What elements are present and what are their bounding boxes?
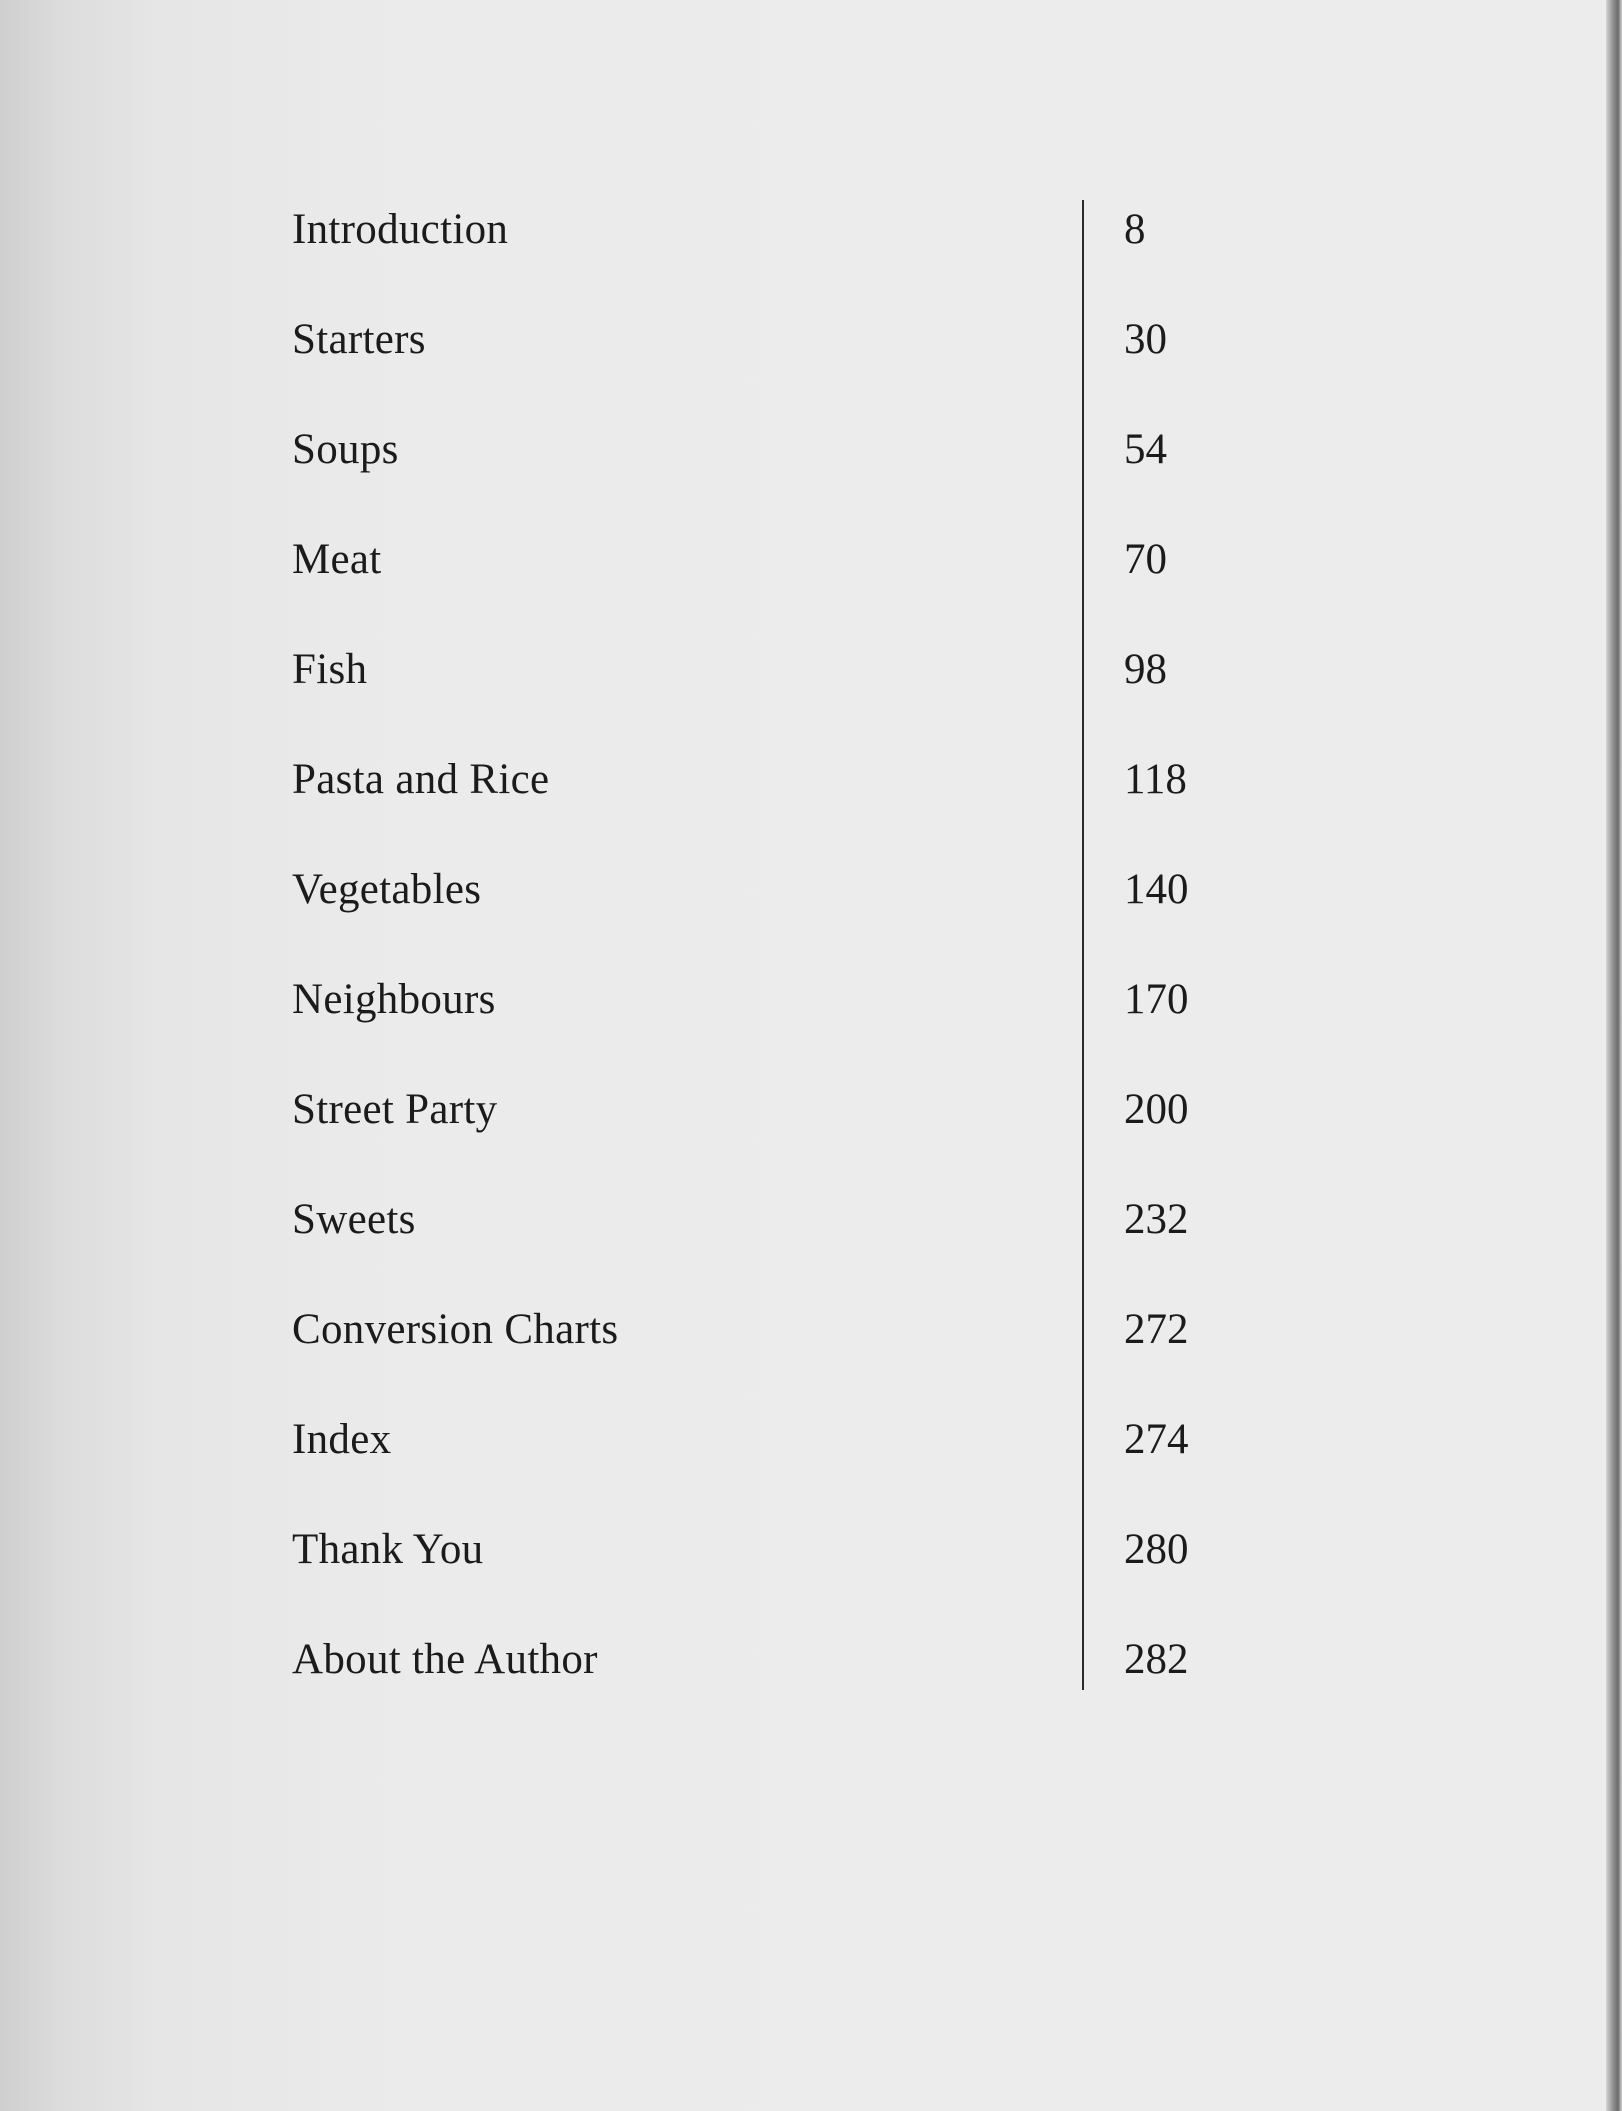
toc-entry-page: 274 xyxy=(1124,1416,1189,1463)
toc-entry-sweets[interactable] xyxy=(292,1190,1292,1270)
toc-entry-title: Meat xyxy=(292,536,382,583)
toc-entry-thank-you[interactable] xyxy=(292,1520,1292,1600)
toc-entry-title: Street Party xyxy=(292,1086,498,1133)
toc-entry-page: 70 xyxy=(1124,536,1167,583)
toc-entry-page: 30 xyxy=(1124,316,1167,363)
toc-entry-title: Sweets xyxy=(292,1196,416,1243)
toc-entry-page: 98 xyxy=(1124,646,1167,693)
toc-entry-neighbours[interactable] xyxy=(292,970,1292,1050)
toc-entry-title: Neighbours xyxy=(292,976,496,1023)
toc-entry-title: Starters xyxy=(292,316,426,363)
toc-entry-pasta-and-rice[interactable] xyxy=(292,750,1292,830)
toc-entry-conversion-charts[interactable] xyxy=(292,1300,1292,1380)
toc-entry-page: 170 xyxy=(1124,976,1189,1023)
toc-entry-page: 200 xyxy=(1124,1086,1189,1133)
toc-entry-starters[interactable] xyxy=(292,310,1292,390)
toc-entry-title: Soups xyxy=(292,426,399,473)
toc-entry-page: 118 xyxy=(1124,756,1187,803)
page-edge xyxy=(1606,0,1622,2111)
toc-entry-meat[interactable] xyxy=(292,530,1292,610)
toc-entry-title: Introduction xyxy=(292,206,509,253)
toc-entry-vegetables[interactable] xyxy=(292,860,1292,940)
toc-entry-page: 8 xyxy=(1124,206,1146,253)
toc-entry-title: Conversion Charts xyxy=(292,1306,619,1353)
toc-entry-soups[interactable] xyxy=(292,420,1292,500)
toc-entry-page: 280 xyxy=(1124,1526,1189,1573)
toc-entry-title: Vegetables xyxy=(292,866,482,913)
toc-entry-fish[interactable] xyxy=(292,640,1292,720)
toc-entry-street-party[interactable] xyxy=(292,1080,1292,1160)
toc-entry-introduction[interactable] xyxy=(292,200,1292,280)
toc-entry-page: 272 xyxy=(1124,1306,1189,1353)
toc-entry-title: Thank You xyxy=(292,1526,484,1573)
toc-entry-page: 282 xyxy=(1124,1636,1189,1683)
toc-entry-index[interactable] xyxy=(292,1410,1292,1490)
toc-entry-about-the-author[interactable] xyxy=(292,1630,1292,1710)
toc-entry-title: Index xyxy=(292,1416,392,1463)
toc-entry-title: Fish xyxy=(292,646,368,693)
toc-entry-page: 140 xyxy=(1124,866,1189,913)
toc-entry-title: Pasta and Rice xyxy=(292,756,550,803)
toc-entry-page: 54 xyxy=(1124,426,1167,473)
toc-entry-page: 232 xyxy=(1124,1196,1189,1243)
toc-entry-title: About the Author xyxy=(292,1636,598,1683)
table-of-contents xyxy=(292,200,1292,1690)
